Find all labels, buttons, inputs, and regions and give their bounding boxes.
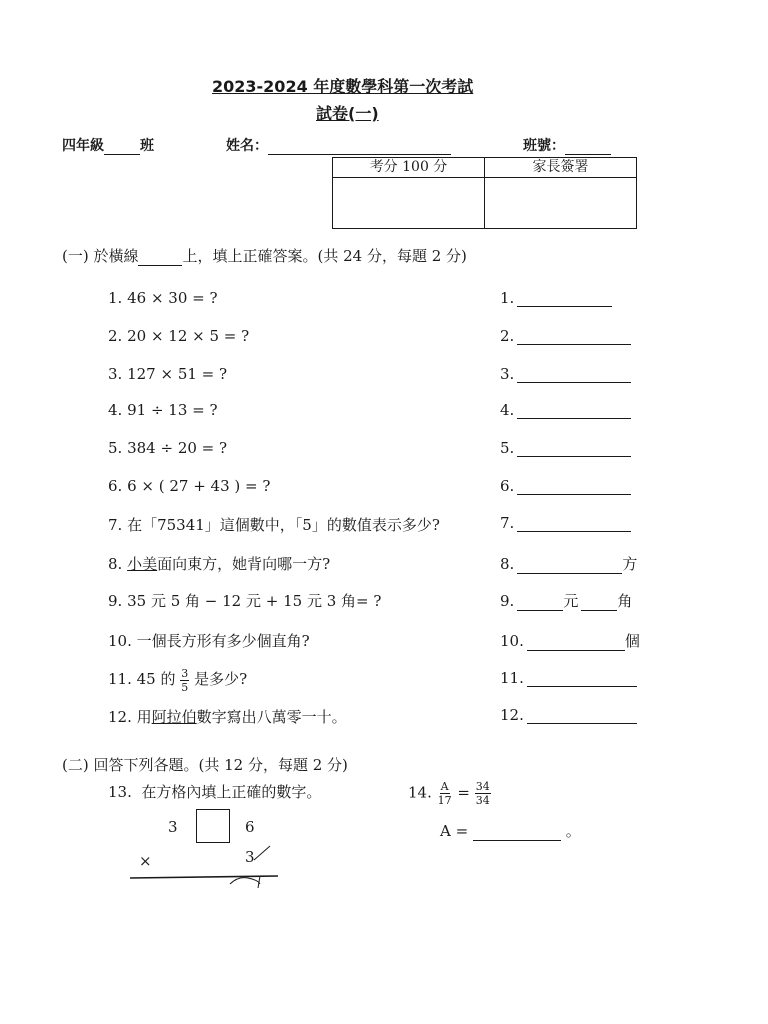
answer-number: 2. — [500, 327, 515, 345]
answer-9 — [500, 590, 632, 611]
question-9 — [108, 590, 381, 611]
question-number: 12. — [108, 708, 132, 726]
answer-blank[interactable] — [517, 366, 631, 383]
score-table — [332, 157, 637, 229]
answer-blank-cents[interactable] — [581, 594, 617, 611]
q14-answer-end: 。 — [565, 822, 581, 840]
section1-heading-part1: (一) 於橫線 — [62, 247, 139, 265]
question-4 — [108, 401, 218, 419]
q14-answer-blank[interactable] — [473, 826, 561, 841]
class-label: 班 — [140, 138, 154, 154]
question-text-underlined: 阿拉伯 — [151, 708, 197, 726]
fraction-denominator: 34 — [475, 794, 490, 807]
answer-number: 4. — [500, 401, 515, 419]
q14-fraction-left — [437, 781, 453, 806]
answer-8 — [500, 553, 637, 574]
answer-6 — [500, 477, 631, 495]
question-5 — [108, 439, 227, 457]
number-label: 班號： — [523, 138, 565, 154]
q13-pencil-mark — [254, 846, 270, 860]
answer-blank[interactable] — [517, 328, 631, 345]
question-text: 45 的 — [136, 670, 176, 688]
question-name-underlined: 小美 — [127, 555, 158, 573]
question-13 — [108, 781, 321, 802]
answer-blank[interactable] — [517, 557, 622, 574]
signature-cell[interactable] — [485, 178, 637, 229]
exam-subtitle: 試卷(一) — [316, 104, 379, 123]
q14-fraction-right — [475, 781, 491, 806]
q14-answer-label: A = — [440, 822, 469, 840]
answer-blank[interactable] — [517, 290, 612, 307]
answer-unit-cents: 角 — [617, 592, 633, 610]
exam-title: 2023-2024 年度數學科第一次考試 — [212, 77, 474, 96]
answer-number: 10. — [500, 632, 524, 650]
score-cell[interactable] — [333, 178, 485, 229]
answer-5 — [500, 439, 631, 457]
answer-blank[interactable] — [527, 634, 625, 651]
answer-blank[interactable] — [517, 478, 631, 495]
section2-heading: (二) 回答下列各題。(共 12 分，每題 2 分) — [62, 756, 348, 774]
answer-7 — [500, 514, 631, 532]
question-number: 6. — [108, 477, 123, 495]
answer-number: 5. — [500, 439, 515, 457]
question-text: 用 — [136, 708, 152, 726]
q13-sum-line — [130, 876, 278, 878]
signature-header: 家長簽署 — [485, 158, 637, 178]
answer-blank[interactable] — [517, 515, 631, 532]
answer-number: 12. — [500, 706, 524, 724]
answer-number: 1. — [500, 289, 515, 307]
answer-3 — [500, 365, 631, 383]
class-blank[interactable] — [104, 140, 140, 155]
answer-11 — [500, 669, 637, 687]
number-field — [523, 135, 611, 155]
question-number: 4. — [108, 401, 123, 419]
question-number: 10. — [108, 632, 132, 650]
fraction-numerator: A — [440, 780, 449, 793]
question-7 — [108, 514, 440, 535]
question-number: 13. — [108, 783, 132, 801]
question-number: 11. — [108, 670, 132, 688]
answer-12 — [500, 706, 637, 724]
question-number: 14. — [408, 783, 432, 802]
answer-10 — [500, 630, 640, 651]
name-blank[interactable] — [268, 140, 451, 155]
question-text: 91 ÷ 13 = ? — [127, 401, 218, 419]
question-text: 20 × 12 × 5 = ? — [127, 327, 250, 345]
question-number: 1. — [108, 289, 123, 307]
name-field — [226, 135, 451, 155]
question-number: 5. — [108, 439, 123, 457]
question-number: 8. — [108, 555, 123, 573]
question-2 — [108, 327, 249, 345]
section1-heading-part2: 上，填上正確答案。(共 24 分，每題 2 分) — [182, 247, 467, 265]
q13-times-sign: × — [139, 852, 152, 870]
question-text: 面向東方，她背向哪一方? — [157, 555, 331, 573]
question-8 — [108, 553, 330, 574]
section1-heading — [62, 245, 467, 266]
question-12 — [108, 706, 347, 727]
question-6 — [108, 477, 270, 495]
answer-unit-dollars: 元 — [563, 592, 579, 610]
q13-multiplier: 3 — [245, 848, 255, 866]
q14-answer — [440, 820, 581, 841]
q14-equals: = — [457, 783, 470, 802]
question-text: 127 × 51 = ? — [127, 365, 228, 383]
question-text: 一個長方形有多少個直角? — [136, 632, 310, 650]
q13-digit-right: 6 — [245, 818, 255, 836]
question-text: 數字寫出八萬零一十。 — [196, 708, 347, 726]
q13-digit-left: 3 — [168, 818, 178, 836]
question-number: 2. — [108, 327, 123, 345]
question-11 — [108, 664, 247, 694]
question-text: 在方格內填上正確的數字。 — [141, 783, 322, 801]
section1-heading-blank — [138, 251, 182, 266]
answer-unit: 個 — [624, 632, 640, 650]
name-label: 姓名： — [226, 138, 268, 154]
question-text: 384 ÷ 20 = ? — [127, 439, 228, 457]
question-1 — [108, 289, 218, 307]
fraction-numerator: 34 — [475, 780, 490, 793]
fraction-numerator: 3 — [181, 666, 189, 680]
q13-working-lines — [120, 838, 290, 890]
answer-blank[interactable] — [517, 402, 631, 419]
answer-blank[interactable] — [527, 707, 637, 724]
answer-number: 7. — [500, 514, 515, 532]
question-text: 46 × 30 = ? — [127, 289, 218, 307]
answer-2 — [500, 327, 631, 345]
answer-blank[interactable] — [517, 440, 631, 457]
answer-blank-dollars[interactable] — [517, 594, 563, 611]
question-number: 9. — [108, 592, 123, 610]
number-blank[interactable] — [565, 140, 611, 155]
answer-blank[interactable] — [527, 670, 637, 687]
question-text: 在「75341」這個數中，「5」的數值表示多少? — [127, 516, 440, 534]
answer-unit: 方 — [622, 555, 638, 573]
fraction — [180, 668, 189, 693]
question-number: 7. — [108, 516, 123, 534]
answer-number: 6. — [500, 477, 515, 495]
question-10 — [108, 630, 310, 651]
question-text: 35 元 5 角 − 12 元 + 15 元 3 角= ? — [127, 592, 382, 610]
fraction-denominator: 5 — [181, 680, 189, 694]
question-text: 是多少? — [194, 670, 248, 688]
answer-number: 11. — [500, 669, 524, 687]
answer-4 — [500, 401, 631, 419]
answer-number: 9. — [500, 592, 515, 610]
grade-label: 四年級 — [62, 138, 104, 154]
answer-number: 8. — [500, 555, 515, 573]
answer-number: 3. — [500, 365, 515, 383]
answer-1 — [500, 289, 612, 307]
question-number: 3. — [108, 365, 123, 383]
q13-pencil-mark — [230, 878, 260, 884]
question-3 — [108, 365, 227, 383]
question-text: 6 × ( 27 + 43 ) = ? — [127, 477, 271, 495]
question-14 — [408, 781, 491, 806]
score-header: 考分 100 分 — [333, 158, 485, 178]
grade-field — [62, 135, 154, 155]
fraction-denominator: 17 — [437, 794, 452, 807]
